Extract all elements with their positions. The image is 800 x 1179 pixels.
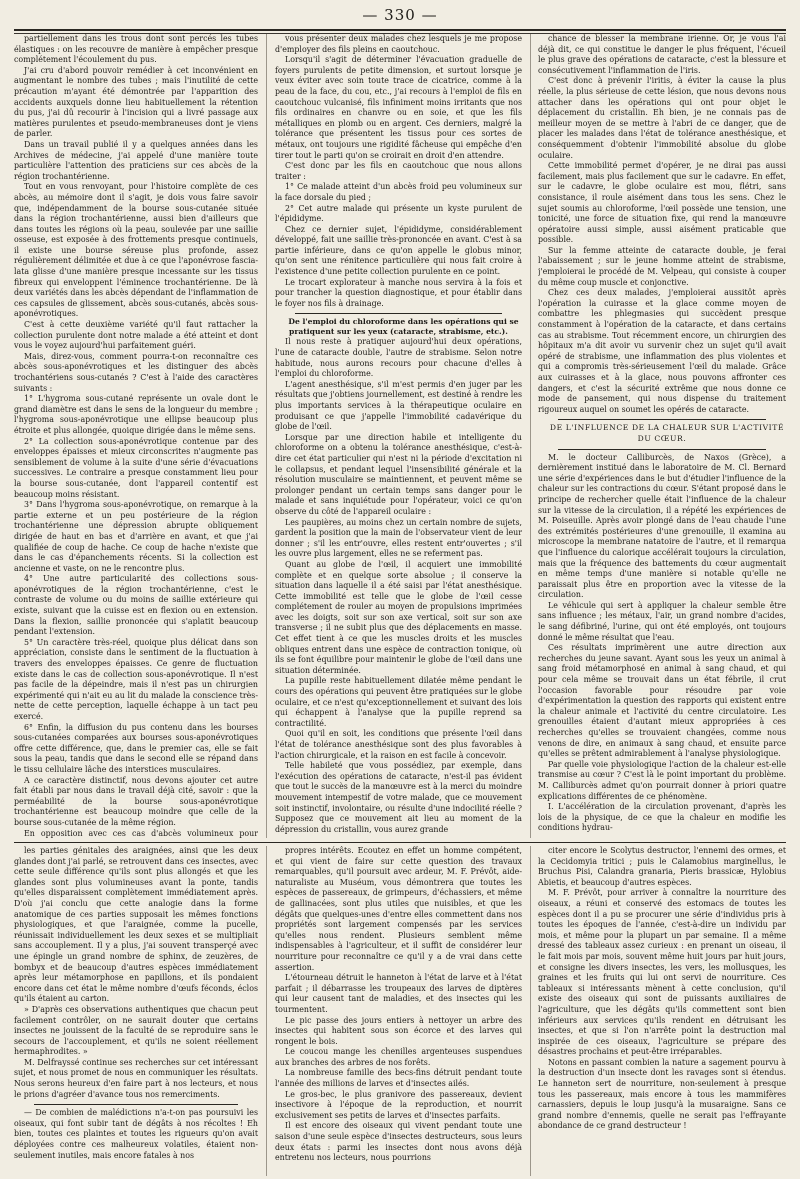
paragraph: Chez ce dernier sujet, l'épididyme, considérablement développé, fait une saillie très-prononcée en avant. C'est à sa partie inférieure, dans ce qu'on appelle le globus minor, qu'on sent une rénitence particulière qui nous fait croire à l'existence d'une petite collection purulente en ce point.: [275, 224, 522, 277]
paragraph: La pupille reste habituellement dilatée même pendant le cours des opérations qui peuvent être pratiquées sur le globe oculaire, et ce n'est qu'exceptionnellement et suivant des lois qui échappent à l'analyse que la pupille reprend sa contractilité.: [275, 676, 522, 728]
paragraph: C'est donc à prévenir l'iritis, à éviter la cause la plus réelle, la plus sérieuse de cette lésion, que nous devons nous attacher dans les opérations qui ont pour objet le déplacement du cristallin. Eh bien, je ne connais pas de meilleur moyen de se mettre à l'abri de ce danger, que de placer les malades dans l'état de tolérance anesthésique, et conséquemment d'obtenir l'immobilité absolue du globe oculaire.: [538, 76, 786, 160]
paragraph: 1° L'hygroma sous-cutané représente un ovale dont le grand diamètre est dans le sens de la longueur du membre ; l'hygroma sous-aponévrotique une ellipse beaucoup plus étroite et plus allongée, quoique dirigée dans le même sens.: [14, 394, 258, 435]
column-4: [14, 846, 258, 1176]
column-divider: [530, 34, 531, 838]
column-1: [14, 34, 258, 838]
paragraph: C'est donc par les fils en caoutchouc que nous allons traiter :: [275, 161, 522, 181]
column-4-birds: [14, 1108, 258, 1161]
paragraph: partiellement dans les trous dont sont percés les tubes élastiques : on les recouvre de manière à empêcher presque complétement l'écoulement du pus.: [14, 34, 258, 65]
section-heading-heat: DE L'INFLUENCE DE LA CHALEUR SUR L'ACTIVITÉ DU CŒUR.: [549, 423, 785, 443]
page-header: [14, 4, 786, 32]
paragraph: Telle habileté que vous possédiez, par exemple, dans l'exécution des opérations de cataracte, n'est-il pas évident que tout le succès de la manœuvre est à la merci du moindre mouvement intempestif de votre malade, que ce mouvement soit instinctif, involontaire, ou résulte d'une indocilité réelle ? Supposez que ce mouvement ait lieu au moment de la dépression du cristallin, vous aurez grande: [275, 761, 522, 834]
paragraph: M. F. Prévôt, pour arriver à connaître la nourriture des oiseaux, a réuni et conservé des estomacs de toutes les espèces dont il a pu se procurer une série d'individus pris à toutes les époques de l'année, c'est-à-dire un individu par mois, et même pour la plupart un par semaine. Il a même dressé des tableaux assez curieux : en prenant un oiseau, il le fait mois par mois, souvent même huit jours par huit jours, et consigne les divers insectes, les vers, les mollusques, les graines et les fruits qui lui ont servi de nourriture. Ces tableaux si intéressants mènent à cette conclusion, qu'il existe des oiseaux qui sont de puissants auxiliaires de l'agriculture, que les dégâts qu'ils commettent sont bien inférieurs aux services qu'ils rendent en détruisant les insectes, et que si l'on n'arrête point la destruction mal inspirée de ces oiseaux, l'agriculture se prépare des désastres prochains et peut-être irréparables.: [538, 888, 786, 1057]
paragraph: Cette immobilité permet d'opérer, je ne dirai pas aussi facilement, mais plus facilement que sur le cadavre. En effet, sur le cadavre, le globe oculaire est mou, flétri, sans consistance, il roule aisément dans tous les sens. Chez le sujet soumis au chloroforme, l'œil possède une tension, une tonicité, une force de situation fixe, qui rend la manœuvre opératoire aussi simple, aussi aisément praticable que possible.: [538, 161, 786, 245]
paragraph: Dans un travail publié il y a quelques années dans les Archives de médecine, j'ai appelé d'une manière toute particulière l'attention des praticiens sur ces abcès de la région trochantérienne.: [14, 139, 258, 181]
section-separator: [295, 313, 502, 314]
column-2: [275, 34, 522, 838]
paragraph: C'est à cette deuxième variété qu'il faut rattacher la collection purulente dont notre malade a été atteint et dont vous le voyez aujourd'hui parfaitement guéri.: [14, 320, 258, 351]
paragraph: 3° Dans l'hygroma sous-aponévrotique, on remarque à la partie externe et un peu postérieure de la région trochantérienne une dépression abrupte obliquement dirigée de haut en bas et d'arrière en avant, et que j'ai qualifiée de coup de hache. Ce coup de hache n'existe que dans le cas d'épanchements récents. Si la collection est ancienne et vaste, on ne le rencontre plus.: [14, 500, 258, 573]
paragraph: Quoi qu'il en soit, les conditions que présente l'œil dans l'état de tolérance anesthésique sont des plus favorables à l'action chirurgicale, et la raison en est facile à concevoir.: [275, 729, 522, 760]
column-5: [275, 846, 522, 1176]
column-6: [538, 846, 786, 1176]
paragraph: Sur la femme atteinte de cataracte double, je ferai l'abaissement ; sur le jeune homme atteint de strabisme, j'emploierai le procédé de M. Velpeau, qui consiste à couper du même coup muscle et conjonctive.: [538, 245, 786, 287]
paragraph: L'étourneau détruit le hanneton à l'état de larve et à l'état parfait ; il débarrasse les troupeaux des larves de diptères qui leur causent tant de maladies, et des insectes qui les tourmentent.: [275, 973, 522, 1014]
paragraph: 5° Un caractère très-réel, quoique plus délicat dans son appréciation, consiste dans le sentiment de la fluctuation à travers des enveloppes épaisses. Ce genre de fluctuation existe dans le cas de collection sous-aponévrotique. Il n'est pas facile de la dépeindre, mais il n'est pas un chirurgien expérimenté qui n'ait eu au lit du malade la conscience très-nette de cette perception, laquelle échappe à un tact peu exercé.: [14, 637, 258, 721]
paragraph: les parties génitales des araignées, ainsi que les deux glandes dont j'ai parlé, se retrouvent dans ces insectes, avec cette seule différence qu'ils sont plus allongés et que les glandes sont plus volumineuses avant la ponte, tandis qu'elles disparaissent complètement immédiatement après. D'où j'ai conclu que cette analogie dans la forme anatomique de ces parties supposait les mêmes fonctions physiologiques, et que l'araignée, comme la pucelle, réunissait individuellement les deux sexes et se multipliait sans accouplement. Il y a plus, j'ai souvent transperçé avec une épingle un grand nombre de sphinx, de zeuzères, de bombyx et de beaucoup d'autres espèces immédiatement après leur métamorphose en papillons, et ils pondaient encore dans cet état le même nombre d'œufs féconds, éclos qu'ils étaient au carton.: [14, 846, 258, 1004]
horizontal-divider: [14, 842, 786, 843]
paragraph: En opposition avec ces cas d'abcès volumineux pour: [24, 828, 258, 838]
paragraph: Le gros-bec, le plus granivore des passereaux, devient insectivore à l'époque de la reproduction, et nourrit exclusivement ses petits de larves et d'insectes parfaits.: [275, 1089, 522, 1120]
paragraph: A ce caractère distinctif, nous devons ajouter cet autre fait établi par nous dans le travail déjà cité, savoir : que la perméabilité de la bourse sous-aponévrotique trochantérienne est beaucoup moindre que celle de la bourse sous-cutanée de la même région.: [14, 775, 258, 827]
paragraph: 4° Une autre particularité des collections sous-aponévrotiques de la région trochantérienne, c'est le contraste de volume ou du moins de saillie extérieure qui existe, suivant que la cuisse est en flexion ou en extension. Dans la flexion, saillie prononcée qui s'aplatit beaucoup pendant l'extension.: [14, 574, 258, 637]
column-divider: [530, 846, 531, 1176]
paragraph: J'ai cru d'abord pouvoir remédier à cet inconvénient en augmentant le nombre des tubes ; mais l'inutilité de cette précaution m'ayant été démontrée par l'apparition des accidents auxquels donne lieu habituellement la rétention du pus, j'ai dû recourir à l'incision qui a livré passage aux matières purulentes et pseudo-membraneuses dont je viens de parler.: [14, 65, 258, 139]
paragraph: Notons en passant combien la nature a sagement pourvu à la destruction d'un insecte dont les ravages sont si étendus. Le hanneton sert de nourriture, non-seulement à presque tous les passereaux, mais encore à tous les mammifères carnassiers, depuis le loup jusqu'à la musaraigne. Sans ce grand nombre d'ennemis, quelle ne serait pas l'effrayante abondance de ce grand destructeur !: [538, 1057, 786, 1131]
column-3: [538, 34, 786, 838]
paragraph: 2° La collection sous-aponévrotique contenue par des enveloppes épaisses et mieux circonscrites n'augmente pas sensiblement de volume à la suite d'une série d'évacuations successives. Le contraire a presque constamment lieu pour la bourse sous-cutanée, dont l'appareil contentif est beaucoup moins résistant.: [14, 436, 258, 499]
column-4-body: [14, 846, 258, 1100]
paragraph: Lorsque par une direction habile et intelligente du chloroforme on a obtenu la tolérance anesthésique, c'est-à-dire cet état particulier qui n'est ni la période d'excitation ni le collapsus, et pendant lequel l'insensibilité générale et la résolution musculaire se maintiennent, et peuvent même se prolonger pendant un certain temps sans danger pour le malade et sans inquiétude pour l'opérateur, voici ce qu'on observe du côté de l'appareil oculaire :: [275, 432, 522, 516]
section-separator: [558, 449, 766, 450]
section-heading-chloroform: De l'emploi du chloroforme dans les opérations qui se pratiquent sur les yeux (cataracte, strabisme, etc.).: [288, 317, 519, 337]
column-3-intro: [538, 34, 786, 415]
paragraph: Tout en vous renvoyant, pour l'histoire complète de ces abcès, au mémoire dont il s'agit, je dois vous faire savoir que, indépendamment de la bourse sous-cutanée située dans la région trochantérienne, aussi bien d'ailleurs que dans toutes les régions où la peau, soulevée par une saillie osseuse, est exposée à des frottements presque continuels, il existe une bourse séreuse plus profonde, assez régulièrement délimitée et due à ce que l'aponévrose fascia-lata glisse d'une manière presque incessante sur les tissus fibreux qui enveloppent l'éminence trochantérienne. De là deux variétés dans les abcès dépendant de l'inflammation de ces capsules de glissement, abcès sous-cutanés, abcès sous-aponévrotiques.: [14, 182, 258, 319]
paragraph: Lorsqu'il s'agit de déterminer l'évacuation graduelle de foyers purulents de petite dimension, et surtout lorsque je veux éviter avec soin toute trace de cicatrice, comme à la peau de la face, du cou, etc., j'ai recours à l'emploi de fils en caoutchouc vulcanisé, fils infiniment moins irritants que nos fils ordinaires en chanvre ou en soie, et que les fils métalliques en plomb ou en argent. Ces derniers, malgré la tolérance que présentent les tissus pour ces sortes de métaux, ont toujours une rigidité fâcheuse qui empêche d'en tirer tout le parti qu'on se croirait en droit d'en attendre.: [275, 55, 522, 160]
section-separator: [34, 1104, 238, 1105]
paragraph: Le pic passe des jours entiers à nettoyer un arbre des insectes qui habitent sous son écorce et des larves qui rongent le bois.: [275, 1015, 522, 1046]
paragraph: Ces résultats imprimèrent une autre direction aux recherches du jeune savant. Ayant sous les yeux un animal à sang froid métamorphosé en animal à sang chaud, et qui pour cela même se trouvait dans un état fébrile, il crut l'occasion favorable pour résoudre par voie d'expérimentation la question des rapports qui existent entre la chaleur animale et l'activité du centre circulatoire. Les grenouilles étaient d'autant mieux appropriées à ces recherches qu'elles se trouvaient changées, comme nous venons de dire, en animaux à sang chaud, et ensuite parce qu'elles se prêtent admirablement à l'analyse physiologique.: [538, 643, 786, 759]
column-3-body: [538, 453, 786, 834]
paragraph: Par quelle voie physiologique l'action de la chaleur est-elle transmise au cœur ? C'est là le point important du problème. M. Calliburcès admet qu'on pourrait donner à priori quatre explications différentes de ce phénomène.: [538, 759, 786, 801]
paragraph: Quant au globe de l'œil, il acquiert une immobilité complète et en quelque sorte absolue ; il conserve la situation dans laquelle il a été saisi par l'état anesthésique. Cette immobilité est telle que le globe de l'œil cesse complétement de rouler au moyen de propulsions imprimées avec les doigts, soit sur son axe vertical, soit sur son axe transverse ; il ne subit plus que des déplacements en masse. Cet effet tient à ce que les muscles droits et les muscles obliques entrent dans une espèce de contraction tonique, où ils se font équilibre pour maintenir le globe de l'œil dans une situation déterminée.: [275, 559, 522, 675]
paragraph: Chez ces deux malades, j'emploierai aussitôt après l'opération la cuirasse et la glace comme moyen de combattre les phlegmasies qui succèdent presque constamment à l'opération de la cataracte, et dans certains cas au strabisme. Tout récemment encore, un chirurgien des hôpitaux m'a dit avoir vu survenir chez un sujet qu'il avait opéré de strabisme, une inflammation des plus violentes et qui a compromis très-sérieusement l'œil du malade. Grâce aux cuirasses et à la glace, nous pouvons affronter ces dangers, et c'est la sécurité extrême que nous donne ce mode de pansement, qui nous dispense du traitement rigoureux auquel on soumet les opérés de cataracte.: [538, 288, 786, 414]
header-rule: [14, 29, 786, 31]
paragraph: La nombreuse famille des becs-fins détruit pendant toute l'année des millions de larves et d'insectes ailés.: [275, 1068, 522, 1089]
paragraph: Il est encore des oiseaux qui vivent pendant toute une saison d'une seule espèce d'insectes destructeurs, sous leurs deux états : parmi les insectes dont nous avons déjà entretenu nos lecteurs, nous pourrions: [275, 1121, 522, 1163]
paragraph: propres intérêts. Ecoutez en effet un homme compétent, et qui vient de faire sur cette question des travaux remarquables, qu'il poursuit avec ardeur, M. F. Prévôt, aide-naturaliste au Muséum, vous démontrera que toutes les espèces de passereaux, de grimpeurs, d'échassiers, et même de gallinacées, sont plus utiles que nuisibles, et que les dégâts que quelques-unes d'entre elles commettent dans nos propriétés sont largement compensés par les services qu'elles nous rendent. Plusieurs semblent même indispensables à l'agriculteur, et il suffit de considérer leur nourriture pour reconnaître ce qu'il y a de vrai dans cette assertion.: [275, 846, 522, 972]
column-divider: [266, 34, 267, 838]
paragraph: Il nous reste à pratiquer aujourd'hui deux opérations, l'une de cataracte double, l'autre de strabisme. Selon notre habitude, nous aurons recours pour chacune d'elles à l'emploi du chloroforme.: [275, 337, 522, 379]
paragraph: Le véhicule qui sert à appliquer la chaleur semble être sans influence ; les métaux, l'air, un grand nombre d'acides, le sang défibriné, l'urine, qui ont été employés, ont toujours donné le même résultat que l'eau.: [538, 600, 786, 642]
column-2-intro: [275, 34, 522, 309]
section-separator: [558, 419, 766, 420]
paragraph: 2° Cet autre malade qui présente un kyste purulent de l'épididyme.: [275, 203, 522, 224]
paragraph: chance de blesser la membrane irienne. Or, je vous l'ai déjà dit, ce qui constitue le danger le plus fréquent, l'écueil le plus grave des opérations de cataracte, c'est la blessure et consécutivement l'inflammation de l'iris.: [538, 34, 786, 75]
paragraph: Les paupières, au moins chez un certain nombre de sujets, gardent la position que la main de l'observateur vient de leur donner ; s'il les entr'ouvre, elles restent entr'ouvertes ; s'il les ouvre plus largement, elles ne se referment pas.: [275, 517, 522, 559]
paragraph: citer encore le Scolytus destructor, l'ennemi des ormes, et la Cecidomyia tritici ; puis le Calamobius marginellus, le Bruchus Pisi, Calandra granaria, Pieris brassicæ, Hylobius Abietis, et beaucoup d'autres espèces.: [538, 846, 786, 887]
paragraph: 1° Ce malade atteint d'un abcès froid peu volumineux sur la face dorsale du pied ;: [275, 182, 522, 202]
paragraph: » D'après ces observations authentiques que chacun peut facilement contrôler, on ne saurait douter que certains insectes ne jouissent de la faculté de se reproduire sans le secours de l'accouplement, et qu'ils ne soient réellement hermaphrodites. »: [14, 1004, 258, 1057]
paragraph: Le coucou mange les chenilles argenteuses suspendues aux branches des arbres de nos forêts.: [275, 1047, 522, 1067]
page-number: — 330 —: [362, 6, 438, 24]
paragraph: I. L'accélération de la circulation provenant, d'après les lois de la physique, de ce que la chaleur en modifie les conditions hydrau-: [538, 802, 786, 833]
paragraph: Le trocart explorateur à manche nous servira à la fois et pour trancher la question diagnostique, et pour établir dans le foyer nos fils à drainage.: [275, 277, 522, 308]
column-divider: [266, 846, 267, 1176]
paragraph: Mais, direz-vous, comment pourra-t-on reconnaître ces abcès sous-aponévrotiques et les distinguer des abcès trochantériens sous-cutanés ? C'est à l'aide des caractères suivants :: [14, 351, 258, 393]
paragraph: L'agent anesthésique, s'il m'est permis d'en juger par les résultats que j'obtiens journellement, est destiné à rendre les plus importants services à la thérapeutique oculaire en produisant ce que j'appelle l'immobilité cadavérique du globe de l'œil.: [275, 379, 522, 432]
paragraph: — De combien de malédictions n'a-t-on pas poursuivi les oiseaux, qui font subir tant de dégâts à nos récoltes ! Eh bien, toutes ces plaintes et toutes les rigueurs qu'on avait déployées contre ces malheureux volatiles, étaient non-seulement inutiles, mais encore fatales à nos: [14, 1108, 258, 1160]
column-2-body: [275, 337, 522, 835]
paragraph: vous présenter deux malades chez lesquels je me propose d'employer des fils pleins en caoutchouc.: [275, 34, 522, 54]
paragraph: M. le docteur Calliburcès, de Naxos (Grèce), a dernièrement institué dans le laboratoire de M. Cl. Bernard une série d'expériences dans le but d'étudier l'influence de la chaleur sur les contractions du cœur. S'étant proposé dans le principe de rechercher quelle était l'influence de la chaleur sur la vitesse de la circulation, il a répété les expériences de M. Poiseuille. Après avoir plongé dans de l'eau chaude l'une des extrémités postérieures d'une grenouille, il examina au microscope la membrane natatoire de l'autre, et il remarqua que l'influence du calorique accélérait toujours la circulation, mais que la fréquence des battements du cœur augmentait en même temps d'une manière si notable qu'elle ne paraissait plus être en proportion avec la vitesse de la circulation.: [538, 452, 786, 600]
paragraph: M. Delfrayssé continue ses recherches sur cet intéressant sujet, et nous promet de nous en communiquer les résultats. Nous serons heureux d'en faire part à nos lecteurs, et nous le prions d'agréer d'avance tous nos remerciments.: [14, 1057, 258, 1099]
paragraph: 6° Enfin, la diffusion du pus contenu dans les bourses sous-cutanées comparées aux bourses sous-aponévrotiques offre cette différence, que, dans le premier cas, elle se fait sous la peau, tandis que dans le second elle se répand dans le tissu cellulaire lâche des interstices musculaires.: [14, 722, 258, 774]
